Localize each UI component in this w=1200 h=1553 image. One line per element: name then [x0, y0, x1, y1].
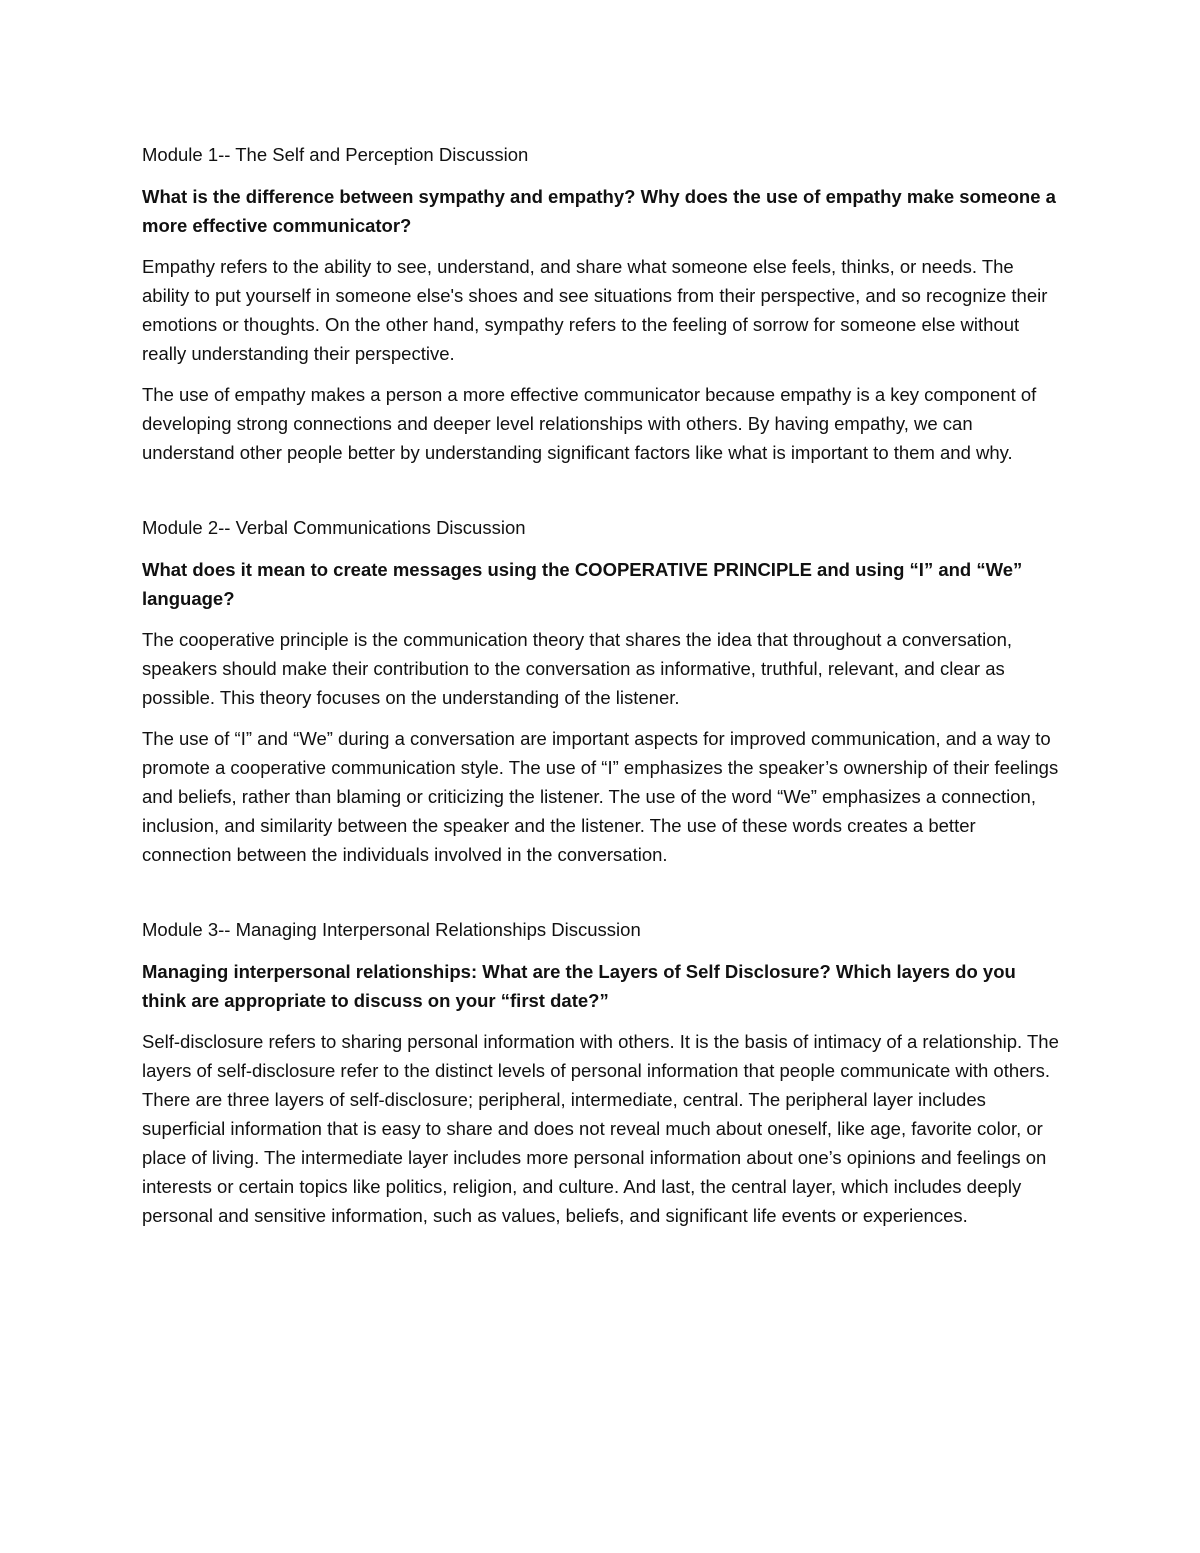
module-2-paragraph-1: The cooperative principle is the communication theory that shares the idea that throughout a conversation, speakers should make their contribution to the conversation as informative, truthful, relevant, and clear as possible. This theory focuses on the understanding of the listener. — [142, 629, 1013, 708]
document-page — [142, 140, 1062, 1242]
module-3-section — [142, 915, 1062, 1230]
module-1-title: Module 1-- The Self and Perception Discussion — [142, 144, 529, 165]
module-1-paragraph-2: The use of empathy makes a person a more effective communicator because empathy is a key component of developing strong connections and deeper level relationships with others. By having empathy, we can understand other people better by understanding significant factors like what is important to them and why. — [142, 384, 1037, 463]
module-1-paragraph-1: Empathy refers to the ability to see, understand, and share what someone else feels, thinks, or needs. The ability to put yourself in someone else's shoes and see situations from their perspective, and so recognize their emotions or thoughts. On the other hand, sympathy refers to the feeling of sorrow for someone else without really understanding their perspective. — [142, 256, 1048, 364]
module-2-paragraph-2: The use of “I” and “We” during a conversation are important aspects for improved communication, and a way to promote a cooperative communication style. The use of “I” emphasizes the speaker’s ownership of their feelings and beliefs, rather than blaming or criticizing the listener. The use of the word “We” emphasizes a connection, inclusion, and similarity between the speaker and the listener. The use of these words creates a better connection between the individuals involved in the conversation. — [142, 728, 1059, 865]
module-3-title: Module 3-- Managing Interpersonal Relationships Discussion — [142, 919, 641, 940]
module-3-question: Managing interpersonal relationships: What are the Layers of Self Disclosure? Which layers do you think are appropriate to discuss on your “first date?” — [142, 961, 1016, 1011]
module-1-question: What is the difference between sympathy and empathy? Why does the use of empathy make someone a more effective communicator? — [142, 186, 1056, 236]
module-2-question: What does it mean to create messages using the COOPERATIVE PRINCIPLE and using “I” and “We” language? — [142, 559, 1023, 609]
module-2-section — [142, 513, 1062, 869]
module-1-section — [142, 140, 1062, 467]
module-2-title: Module 2-- Verbal Communications Discussion — [142, 517, 526, 538]
module-3-paragraph-1: Self-disclosure refers to sharing personal information with others. It is the basis of intimacy of a relationship. The layers of self-disclosure refer to the distinct levels of personal information that people communicate with others. There are three layers of self-disclosure; peripheral, intermediate, central. The peripheral layer includes superficial information that is easy to share and does not reveal much about oneself, like age, favorite color, or place of living. The intermediate layer includes more personal information about one’s opinions and feelings on interests or certain topics like politics, religion, and culture. And last, the central layer, which includes deeply personal and sensitive information, such as values, beliefs, and significant life events or experiences. — [142, 1031, 1059, 1226]
